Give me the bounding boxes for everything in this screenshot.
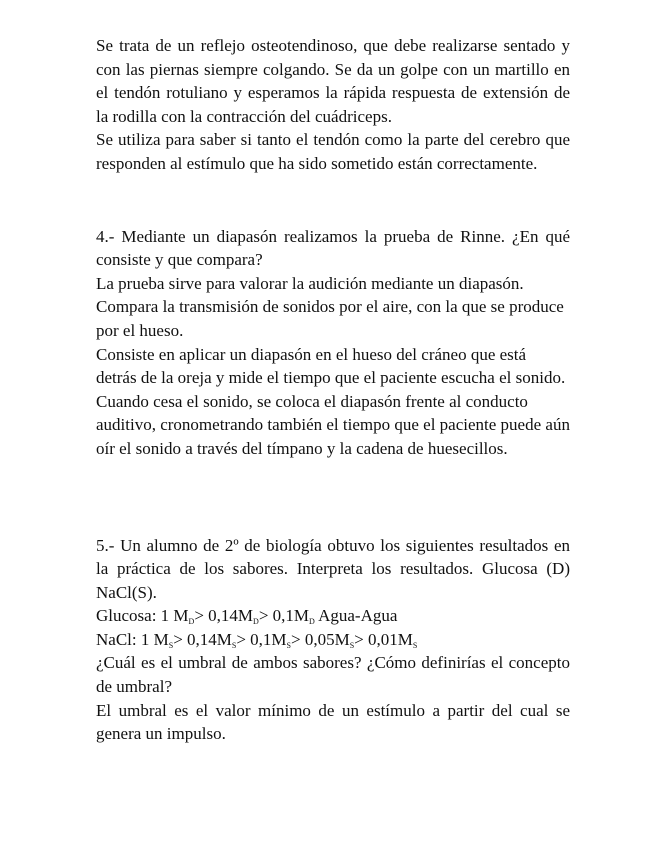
subscript: S: [349, 640, 355, 650]
taste-section: [96, 534, 570, 746]
glucosa-text: > 0,1M: [258, 606, 310, 626]
nacl-text: > 0,14M: [173, 629, 232, 649]
subscript: D: [188, 617, 195, 627]
subscript: S: [412, 640, 418, 650]
reflex-section: [96, 34, 570, 176]
glucosa-text: > 0,14M: [194, 606, 254, 626]
nacl-text: NaCl: 1 M: [96, 629, 169, 649]
threshold-question: ¿Cuál es el umbral de ambos sabores? ¿Cómo definirías el concepto de umbral?: [96, 653, 570, 697]
subscript: S: [286, 640, 291, 650]
subscript: D: [253, 617, 259, 627]
glucosa-results: [96, 604, 570, 628]
taste-question: 5.- Un alumno de 2º de biología obtuvo los siguientes resultados en la práctica de los sabores. Interpreta los resultados. Glucosa (D) NaCl(S).: [96, 535, 570, 602]
threshold-answer: El umbral es el valor mínimo de un estímulo a partir del cual se genera un impulso.: [96, 700, 570, 744]
nacl-text: > 0,1M: [236, 629, 287, 649]
spacer: [96, 176, 570, 225]
glucosa-text: Agua-Agua: [314, 606, 398, 626]
subscript: D: [309, 617, 315, 627]
nacl-results: [96, 628, 570, 652]
spacer: [96, 461, 570, 534]
reflex-description: Se trata de un reflejo osteotendinoso, que debe realizarse sentado y con las piernas siempre colgando. Se da un golpe con un martillo en el tendón rotuliano y esperamos la rápida respuesta de extensión de la rodilla con la contracción del cuádriceps.: [96, 36, 570, 126]
rinne-answer-2: Consiste en aplicar un diapasón en el hueso del cráneo que está detrás de la oreja y mide el tiempo que el paciente escucha el sonido. Cuando cesa el sonido, se coloca el diapasón frente al conducto auditivo, cronometrando también el tiempo que el paciente puede aún oír el sonido a través del tímpano y la cadena de huesecillos.: [96, 344, 570, 458]
rinne-section: [96, 225, 570, 461]
reflex-purpose: Se utiliza para saber si tanto el tendón como la parte del cerebro que responden al estímulo que ha sido sometido están correctamente.: [96, 130, 570, 173]
rinne-answer-1: La prueba sirve para valorar la audición mediante un diapasón. Compara la transmisión de sonidos por el aire, con la que se produce por el hueso.: [96, 273, 564, 340]
nacl-text: > 0,01M: [354, 629, 413, 649]
glucosa-text: Glucosa: 1 M: [96, 606, 189, 626]
rinne-question: 4.- Mediante un diapasón realizamos la prueba de Rinne. ¿En qué consiste y que compara?: [96, 226, 570, 270]
document-page: [96, 34, 570, 746]
subscript: S: [168, 640, 174, 650]
subscript: S: [231, 640, 237, 650]
nacl-text: > 0,05M: [291, 629, 350, 649]
